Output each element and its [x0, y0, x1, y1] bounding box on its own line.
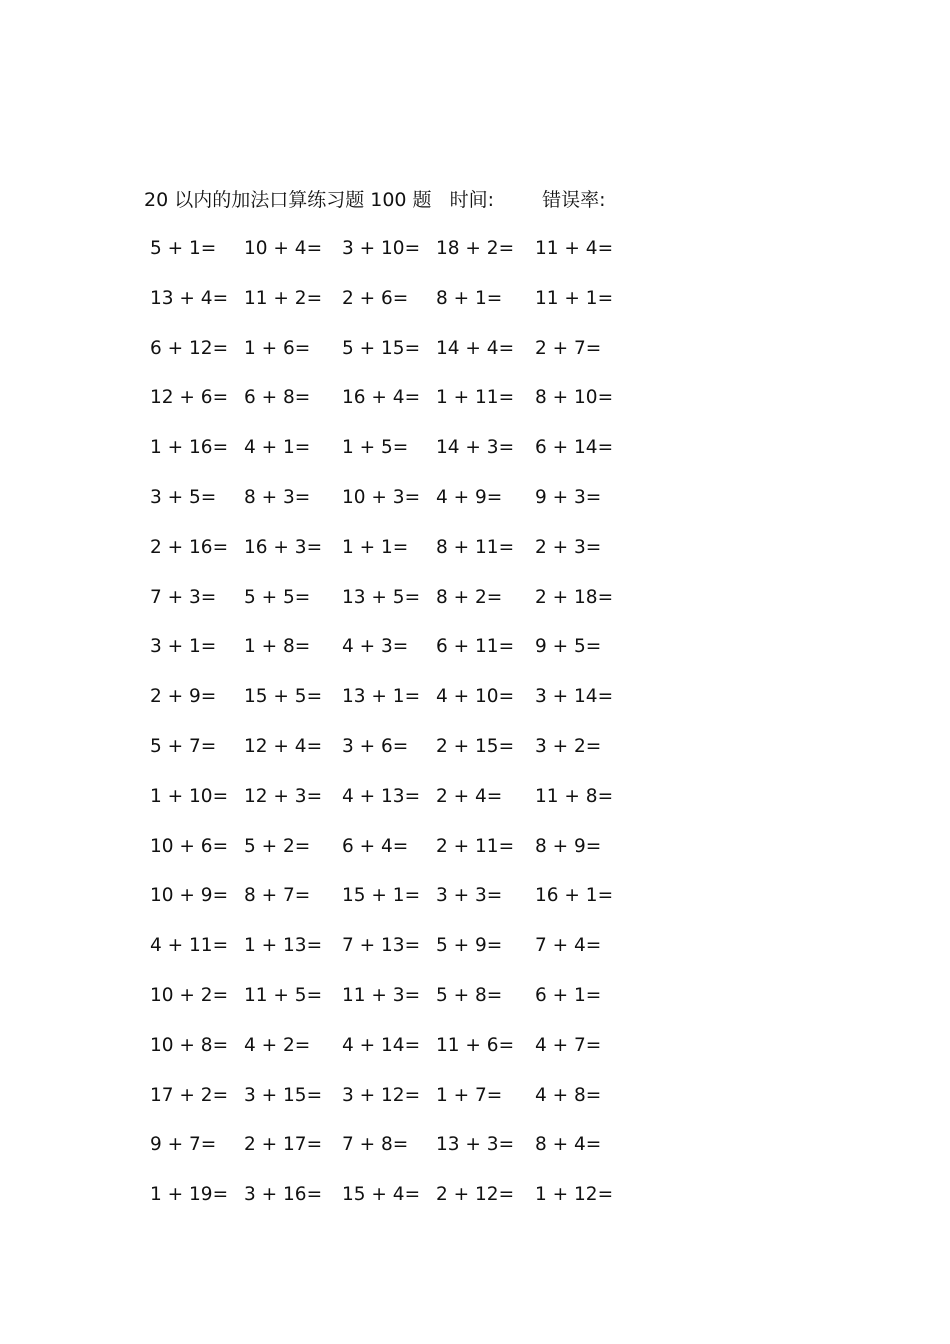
- problem-row: [0, 584, 950, 634]
- addition-problem: 13 + 4=: [150, 287, 229, 309]
- addition-problem: 3 + 1=: [150, 636, 217, 658]
- problem-row: [0, 235, 950, 285]
- addition-problem: 2 + 4=: [436, 785, 503, 807]
- problem-row: [0, 932, 950, 982]
- problem-grid: [0, 235, 950, 1231]
- addition-problem: 12 + 3=: [244, 785, 323, 807]
- addition-problem: 6 + 8=: [244, 387, 311, 409]
- problem-row: [0, 384, 950, 434]
- addition-problem: 2 + 9=: [150, 686, 217, 708]
- addition-problem: 3 + 15=: [244, 1084, 323, 1106]
- problem-row: [0, 1082, 950, 1132]
- problem-row: [0, 1131, 950, 1181]
- addition-problem: 1 + 11=: [436, 387, 515, 409]
- addition-problem: 5 + 5=: [244, 586, 311, 608]
- problem-row: [0, 733, 950, 783]
- addition-problem: 3 + 2=: [535, 735, 602, 757]
- addition-problem: 5 + 9=: [436, 935, 503, 957]
- addition-problem: 11 + 4=: [535, 238, 614, 259]
- addition-problem: 1 + 10=: [150, 785, 229, 807]
- addition-problem: 10 + 8=: [150, 1034, 229, 1056]
- addition-problem: 2 + 6=: [342, 287, 409, 309]
- addition-problem: 10 + 3=: [342, 486, 421, 508]
- addition-problem: 14 + 4=: [436, 337, 515, 359]
- addition-problem: 4 + 2=: [244, 1034, 311, 1056]
- addition-problem: 15 + 4=: [342, 1184, 421, 1206]
- addition-problem: 3 + 3=: [436, 885, 503, 907]
- addition-problem: 4 + 1=: [244, 437, 311, 459]
- problem-row: [0, 534, 950, 584]
- addition-problem: 11 + 5=: [244, 984, 323, 1006]
- addition-problem: 10 + 2=: [150, 984, 229, 1006]
- addition-problem: 10 + 9=: [150, 885, 229, 907]
- problem-row: [0, 335, 950, 385]
- addition-problem: 2 + 17=: [244, 1134, 323, 1156]
- addition-problem: 2 + 18=: [535, 586, 614, 608]
- addition-problem: 4 + 11=: [150, 935, 229, 957]
- addition-problem: 1 + 7=: [436, 1084, 503, 1106]
- problem-row: [0, 484, 950, 534]
- addition-problem: 8 + 11=: [436, 536, 515, 558]
- addition-problem: 16 + 1=: [535, 885, 614, 907]
- addition-problem: 6 + 1=: [535, 984, 602, 1006]
- addition-problem: 8 + 4=: [535, 1134, 602, 1156]
- problem-row: [0, 882, 950, 932]
- addition-problem: 7 + 3=: [150, 586, 217, 608]
- addition-problem: 11 + 6=: [436, 1034, 515, 1056]
- problem-row: [0, 783, 950, 833]
- addition-problem: 2 + 16=: [150, 536, 229, 558]
- addition-problem: 8 + 10=: [535, 387, 614, 409]
- addition-problem: 4 + 14=: [342, 1034, 421, 1056]
- addition-problem: 5 + 7=: [150, 735, 217, 757]
- addition-problem: 4 + 13=: [342, 785, 421, 807]
- problem-row: [0, 633, 950, 683]
- addition-problem: 1 + 1=: [342, 536, 409, 558]
- addition-problem: 12 + 6=: [150, 387, 229, 409]
- error-rate-label: 错误率:: [542, 189, 606, 211]
- addition-problem: 2 + 3=: [535, 536, 602, 558]
- addition-problem: 2 + 7=: [535, 337, 602, 359]
- problem-row: [0, 982, 950, 1032]
- addition-problem: 11 + 1=: [535, 287, 614, 309]
- addition-problem: 5 + 15=: [342, 337, 421, 359]
- addition-problem: 1 + 5=: [342, 437, 409, 459]
- addition-problem: 8 + 3=: [244, 486, 311, 508]
- addition-problem: 18 + 2=: [436, 238, 515, 259]
- addition-problem: 3 + 6=: [342, 735, 409, 757]
- addition-problem: 1 + 6=: [244, 337, 311, 359]
- problem-row: [0, 833, 950, 883]
- addition-problem: 6 + 11=: [436, 636, 515, 658]
- addition-problem: 8 + 1=: [436, 287, 503, 309]
- addition-problem: 7 + 13=: [342, 935, 421, 957]
- addition-problem: 13 + 3=: [436, 1134, 515, 1156]
- addition-problem: 11 + 2=: [244, 287, 323, 309]
- addition-problem: 10 + 4=: [244, 238, 323, 259]
- addition-problem: 6 + 12=: [150, 337, 229, 359]
- addition-problem: 4 + 9=: [436, 486, 503, 508]
- addition-problem: 14 + 3=: [436, 437, 515, 459]
- addition-problem: 1 + 12=: [535, 1184, 614, 1206]
- addition-problem: 11 + 8=: [535, 785, 614, 807]
- addition-problem: 2 + 11=: [436, 835, 515, 857]
- addition-problem: 6 + 14=: [535, 437, 614, 459]
- addition-problem: 4 + 8=: [535, 1084, 602, 1106]
- problem-row: [0, 683, 950, 733]
- addition-problem: 13 + 5=: [342, 586, 421, 608]
- addition-problem: 4 + 3=: [342, 636, 409, 658]
- addition-problem: 9 + 3=: [535, 486, 602, 508]
- addition-problem: 4 + 7=: [535, 1034, 602, 1056]
- addition-problem: 17 + 2=: [150, 1084, 229, 1106]
- addition-problem: 1 + 19=: [150, 1184, 229, 1206]
- addition-problem: 1 + 8=: [244, 636, 311, 658]
- addition-problem: 16 + 4=: [342, 387, 421, 409]
- addition-problem: 1 + 13=: [244, 935, 323, 957]
- addition-problem: 2 + 15=: [436, 735, 515, 757]
- addition-problem: 7 + 8=: [342, 1134, 409, 1156]
- addition-problem: 3 + 10=: [342, 238, 421, 259]
- addition-problem: 7 + 4=: [535, 935, 602, 957]
- addition-problem: 15 + 1=: [342, 885, 421, 907]
- addition-problem: 5 + 2=: [244, 835, 311, 857]
- worksheet-header: [144, 186, 605, 214]
- addition-problem: 1 + 16=: [150, 437, 229, 459]
- addition-problem: 13 + 1=: [342, 686, 421, 708]
- addition-problem: 11 + 3=: [342, 984, 421, 1006]
- problem-row: [0, 1032, 950, 1082]
- addition-problem: 8 + 7=: [244, 885, 311, 907]
- addition-problem: 15 + 5=: [244, 686, 323, 708]
- addition-problem: 3 + 16=: [244, 1184, 323, 1206]
- addition-problem: 8 + 9=: [535, 835, 602, 857]
- addition-problem: 6 + 4=: [342, 835, 409, 857]
- problem-row: [0, 1181, 950, 1231]
- problem-row: [0, 285, 950, 335]
- addition-problem: 5 + 8=: [436, 984, 503, 1006]
- addition-problem: 9 + 7=: [150, 1134, 217, 1156]
- addition-problem: 4 + 10=: [436, 686, 515, 708]
- addition-problem: 3 + 5=: [150, 486, 217, 508]
- worksheet-title: 20 以内的加法口算练习题 100 题: [144, 189, 432, 211]
- addition-problem: 3 + 14=: [535, 686, 614, 708]
- addition-problem: 5 + 1=: [150, 238, 217, 259]
- addition-problem: 16 + 3=: [244, 536, 323, 558]
- addition-problem: 9 + 5=: [535, 636, 602, 658]
- time-label: 时间:: [449, 189, 495, 211]
- addition-problem: 3 + 12=: [342, 1084, 421, 1106]
- problem-row: [0, 434, 950, 484]
- addition-problem: 10 + 6=: [150, 835, 229, 857]
- addition-problem: 12 + 4=: [244, 735, 323, 757]
- addition-problem: 8 + 2=: [436, 586, 503, 608]
- addition-problem: 2 + 12=: [436, 1184, 515, 1206]
